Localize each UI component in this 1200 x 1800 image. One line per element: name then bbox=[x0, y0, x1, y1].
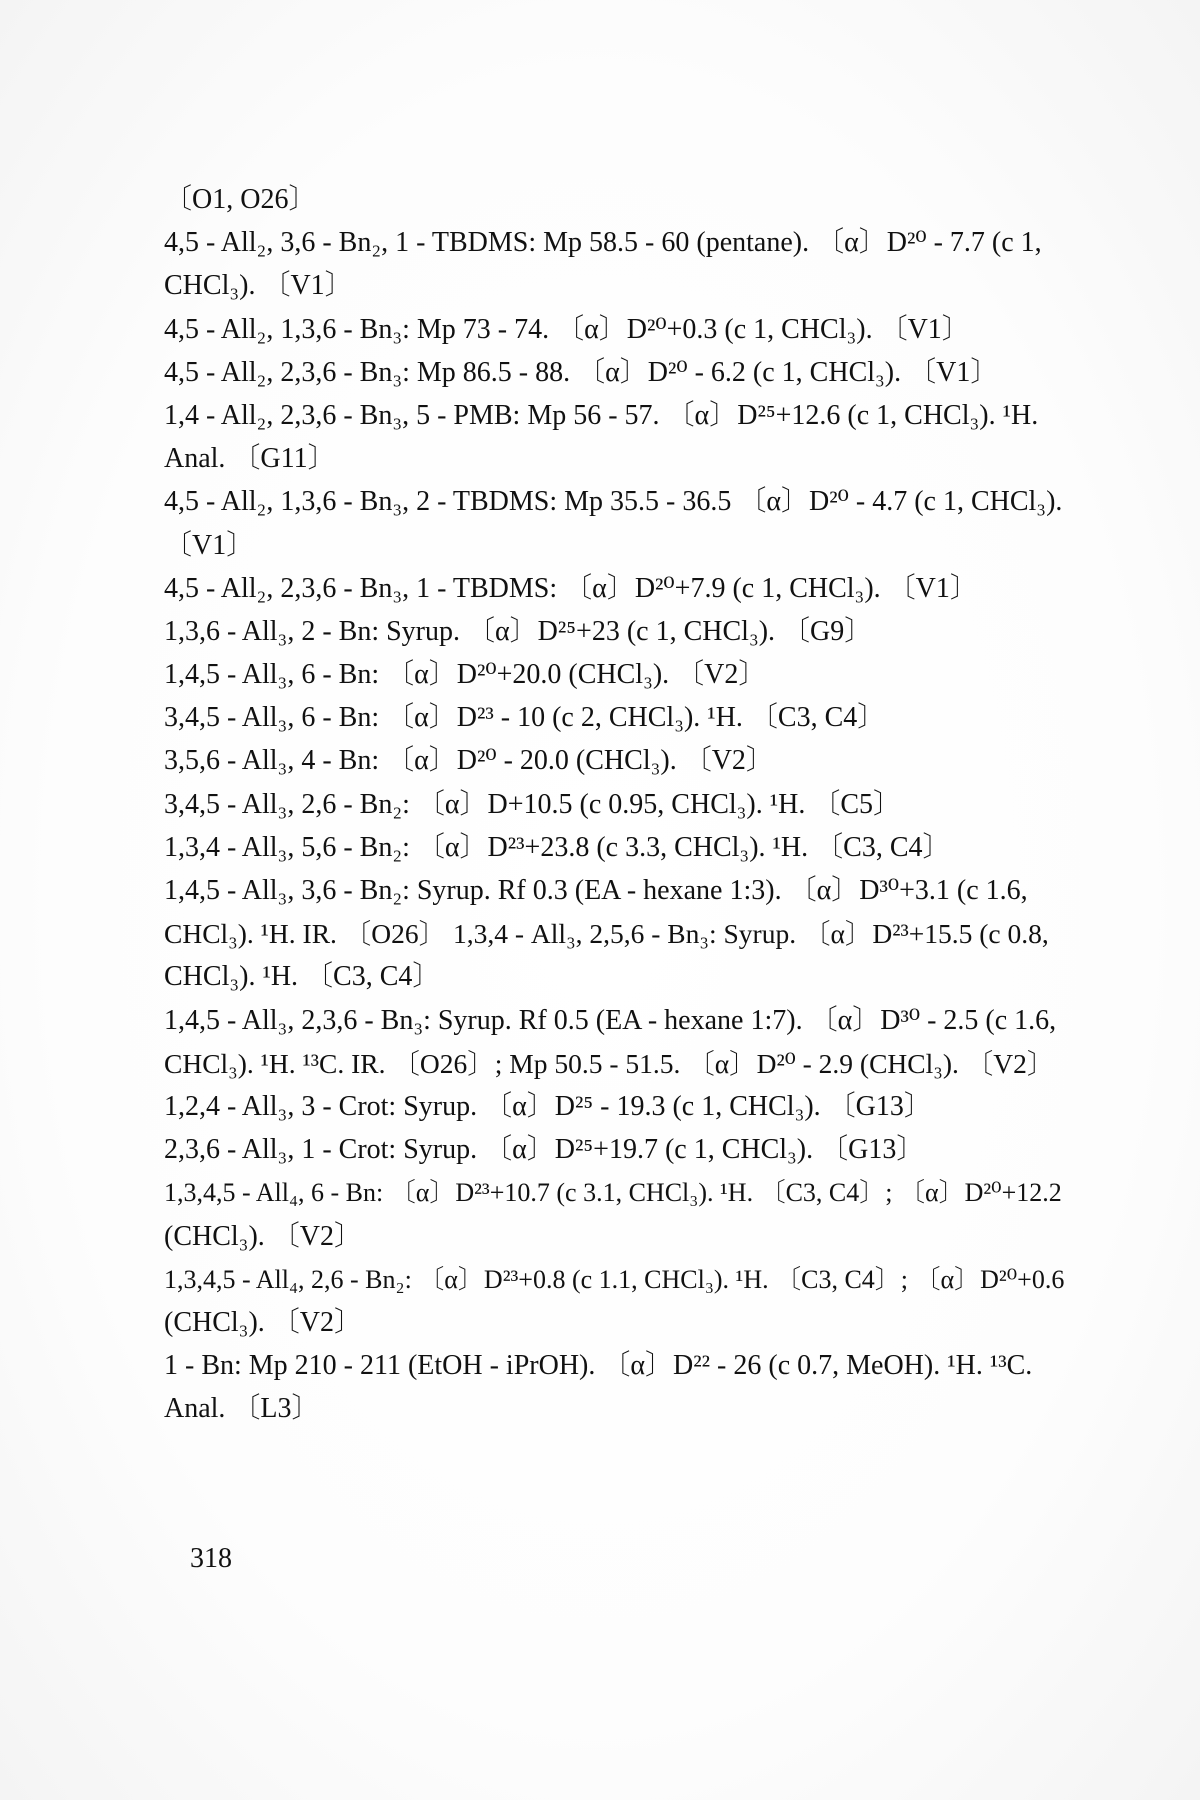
text-line: 3,4,5 - All₃, 2,6 - Bn₂: 〔α〕D+10.5 (c 0.95, CHCl₃). ¹H. 〔C5〕 bbox=[164, 788, 902, 820]
text-line: 1,3,6 - All₃, 2 - Bn: Syrup. 〔α〕D²⁵+23 (c 1, CHCl₃). 〔G9〕 bbox=[164, 615, 873, 647]
text-line: 1 - Bn: Mp 210 - 211 (EtOH - iPrOH). 〔α〕D²² - 26 (c 0.7, MeOH). ¹H. ¹³C. bbox=[164, 1350, 1033, 1382]
text-line: 4,5 - All₂, 2,3,6 - Bn₃, 1 - TBDMS: 〔α〕D²⁰+7.9 (c 1, CHCl₃). 〔V1〕 bbox=[164, 572, 978, 604]
text-line: 4,5 - All₂, 3,6 - Bn₂, 1 - TBDMS: Mp 58.5 - 60 (pentane). 〔α〕D²⁰ - 7.7 (c 1, bbox=[164, 227, 1042, 259]
text-line: 1,3,4,5 - All₄, 2,6 - Bn₂: 〔α〕D²³+0.8 (c 1.1, CHCl₃). ¹H. 〔C3, C4〕; 〔α〕D²⁰+0.6 bbox=[164, 1264, 1065, 1294]
text-line: (CHCl₃). 〔V2〕 bbox=[164, 1306, 362, 1338]
text-line: 〔O1, O26〕 bbox=[164, 184, 317, 215]
text-line: CHCl₃). ¹H. IR. 〔O26〕 1,3,4 - All₃, 2,5,6 - Bn₃: Syrup. 〔α〕D²³+15.5 (c 0.8, bbox=[164, 918, 1049, 950]
text-line: 3,4,5 - All₃, 6 - Bn: 〔α〕D²³ - 10 (c 2, CHCl₃). ¹H. 〔C3, C4〕 bbox=[164, 702, 886, 734]
text-line: 1,4,5 - All₃, 3,6 - Bn₂: Syrup. Rf 0.3 (EA - hexane 1:3). 〔α〕D³⁰+3.1 (c 1.6, bbox=[164, 875, 1028, 906]
text-line: 1,3,4,5 - All₄, 6 - Bn: 〔α〕D²³+10.7 (c 3.1, CHCl₃). ¹H. 〔C3, C4〕; 〔α〕D²⁰+12.2 bbox=[164, 1178, 1062, 1208]
text-line: Anal. 〔L3〕 bbox=[164, 1393, 320, 1425]
text-line: 3,5,6 - All₃, 4 - Bn: 〔α〕D²⁰ - 20.0 (CHCl₃). 〔V2〕 bbox=[164, 745, 774, 777]
text-line: 1,4 - All₂, 2,3,6 - Bn₃, 5 - PMB: Mp 56 - 57. 〔α〕D²⁵+12.6 (c 1, CHCl₃). ¹H. bbox=[164, 399, 1039, 431]
text-line: 1,2,4 - All₃, 3 - Crot: Syrup. 〔α〕D²⁵ - 19.3 (c 1, CHCl₃). 〔G13〕 bbox=[164, 1090, 932, 1122]
text-line: (CHCl₃). 〔V2〕 bbox=[164, 1220, 362, 1252]
text-line: 1,4,5 - All₃, 6 - Bn: 〔α〕D²⁰+20.0 (CHCl₃). 〔V2〕 bbox=[164, 659, 767, 691]
text-line: 1,3,4 - All₃, 5,6 - Bn₂: 〔α〕D²³+23.8 (c 3.3, CHCl₃). ¹H. 〔C3, C4〕 bbox=[164, 831, 951, 863]
text-line: 4,5 - All₂, 1,3,6 - Bn₃: Mp 73 - 74. 〔α〕D²⁰+0.3 (c 1, CHCl₃). 〔V1〕 bbox=[164, 313, 970, 345]
text-line: CHCl₃). ¹H. 〔C3, C4〕 bbox=[164, 961, 441, 993]
text-line: 1,4,5 - All₃, 2,3,6 - Bn₃: Syrup. Rf 0.5 (EA - hexane 1:7). 〔α〕D³⁰ - 2.5 (c 1.6, bbox=[164, 1004, 1057, 1036]
page-number: 318 bbox=[190, 1543, 232, 1574]
compound-list bbox=[164, 178, 1064, 1430]
text-line: CHCl₃). ¹H. ¹³C. IR. 〔O26〕; Mp 50.5 - 51.5. 〔α〕D²⁰ - 2.9 (CHCl₃). 〔V2〕 bbox=[164, 1047, 1055, 1079]
text-line: 4,5 - All₂, 1,3,6 - Bn₃, 2 - TBDMS: Mp 35.5 - 36.5 〔α〕D²⁰ - 4.7 (c 1, CHCl₃). bbox=[164, 486, 1063, 518]
text-line: CHCl₃). 〔V1〕 bbox=[164, 270, 353, 302]
text-line: 〔V1〕 bbox=[164, 529, 255, 561]
text-line: Anal. 〔G11〕 bbox=[164, 443, 336, 475]
text-line: 2,3,6 - All₃, 1 - Crot: Syrup. 〔α〕D²⁵+19.7 (c 1, CHCl₃). 〔G13〕 bbox=[164, 1134, 925, 1166]
text-line: 4,5 - All₂, 2,3,6 - Bn₃: Mp 86.5 - 88. 〔α〕D²⁰ - 6.2 (c 1, CHCl₃). 〔V1〕 bbox=[164, 356, 999, 388]
